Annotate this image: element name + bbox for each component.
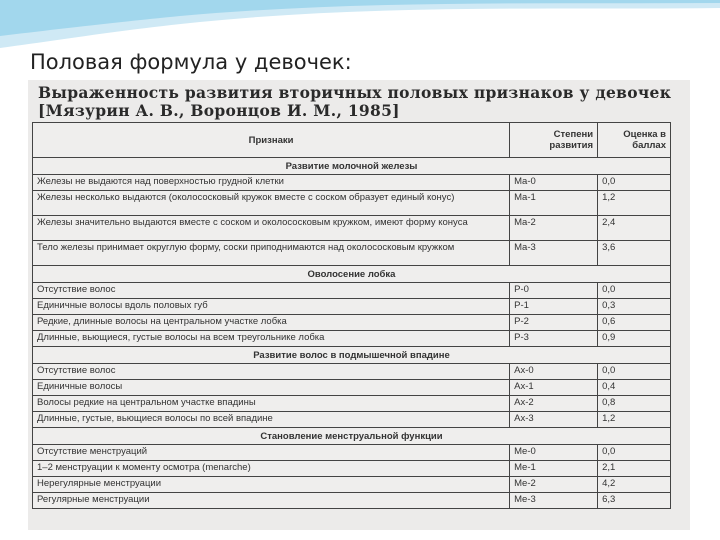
score-cell: 1,2 [598, 191, 671, 216]
score-cell: 0,8 [598, 396, 671, 412]
degree-cell: P-0 [510, 283, 598, 299]
table-row [33, 191, 671, 216]
degree-cell: P-3 [510, 331, 598, 347]
sign-cell: Регулярные менструации [33, 493, 510, 509]
sign-cell: Отсутствие волос [33, 364, 510, 380]
section-header-row [33, 158, 671, 175]
table-row [33, 477, 671, 493]
sign-cell: Длинные, густые, вьющиеся волосы по всей впадине [33, 412, 510, 428]
development-table [32, 122, 671, 509]
table-row [33, 412, 671, 428]
score-cell: 6,3 [598, 493, 671, 509]
table-row [33, 283, 671, 299]
degree-cell: Ax-2 [510, 396, 598, 412]
score-cell: 0,0 [598, 175, 671, 191]
table-row [33, 216, 671, 241]
sign-cell: Отсутствие волос [33, 283, 510, 299]
score-cell: 0,3 [598, 299, 671, 315]
header-signs: Признаки [33, 123, 510, 158]
degree-cell: P-1 [510, 299, 598, 315]
sign-cell: Единичные волосы вдоль половых губ [33, 299, 510, 315]
sign-cell: 1–2 менструации к моменту осмотра (menarche) [33, 461, 510, 477]
table-row [33, 445, 671, 461]
degree-cell: Ma-1 [510, 191, 598, 216]
table-row [33, 396, 671, 412]
header-score: Оценка в баллах [598, 123, 671, 158]
header-degree: Степени развития [510, 123, 598, 158]
score-cell: 3,6 [598, 241, 671, 266]
score-cell: 1,2 [598, 412, 671, 428]
score-cell: 0,6 [598, 315, 671, 331]
table-row [33, 299, 671, 315]
section-header-row [33, 266, 671, 283]
table-row [33, 331, 671, 347]
sign-cell: Нерегулярные менструации [33, 477, 510, 493]
sign-cell: Железы не выдаются над поверхностью грудной клетки [33, 175, 510, 191]
score-cell: 0,4 [598, 380, 671, 396]
section-header-row [33, 347, 671, 364]
table-caption: Выраженность развития вторичных половых признаков у девочек [Мязурин А. В., Воронцов И. М., 1985] [38, 83, 672, 120]
score-cell: 0,0 [598, 445, 671, 461]
table-row [33, 315, 671, 331]
table-row [33, 175, 671, 191]
score-cell: 0,0 [598, 283, 671, 299]
sign-cell: Редкие, длинные волосы на центральном участке лобка [33, 315, 510, 331]
score-cell: 2,4 [598, 216, 671, 241]
score-cell: 2,1 [598, 461, 671, 477]
degree-cell: Ma-0 [510, 175, 598, 191]
sign-cell: Тело железы принимает округлую форму, соски приподнимаются над околососковым кружком [33, 241, 510, 266]
slide-title: Половая формула у девочек: [30, 50, 352, 74]
table-row [33, 493, 671, 509]
degree-cell: Ax-0 [510, 364, 598, 380]
degree-cell: Me-1 [510, 461, 598, 477]
section-title: Развитие молочной железы [33, 158, 671, 175]
degree-cell: Me-0 [510, 445, 598, 461]
sign-cell: Железы значительно выдаются вместе с соском и околососковым кружком, имеют форму конуса [33, 216, 510, 241]
degree-cell: P-2 [510, 315, 598, 331]
table-row [33, 241, 671, 266]
sign-cell: Железы несколько выдаются (околососковый кружок вместе с соском образует единый конус) [33, 191, 510, 216]
degree-cell: Me-2 [510, 477, 598, 493]
sign-cell: Длинные, вьющиеся, густые волосы на всем треугольнике лобка [33, 331, 510, 347]
section-title: Становление менструальной функции [33, 428, 671, 445]
score-cell: 0,0 [598, 364, 671, 380]
degree-cell: Ax-1 [510, 380, 598, 396]
section-title: Оволосение лобка [33, 266, 671, 283]
score-cell: 4,2 [598, 477, 671, 493]
table-header-row [33, 123, 671, 158]
sign-cell: Волосы редкие на центральном участке впадины [33, 396, 510, 412]
sign-cell: Отсутствие менструаций [33, 445, 510, 461]
score-cell: 0,9 [598, 331, 671, 347]
table-row [33, 364, 671, 380]
sign-cell: Единичные волосы [33, 380, 510, 396]
degree-cell: Ma-2 [510, 216, 598, 241]
table-row [33, 380, 671, 396]
degree-cell: Ma-3 [510, 241, 598, 266]
table-row [33, 461, 671, 477]
degree-cell: Ax-3 [510, 412, 598, 428]
degree-cell: Me-3 [510, 493, 598, 509]
section-header-row [33, 428, 671, 445]
section-title: Развитие волос в подмышечной впадине [33, 347, 671, 364]
